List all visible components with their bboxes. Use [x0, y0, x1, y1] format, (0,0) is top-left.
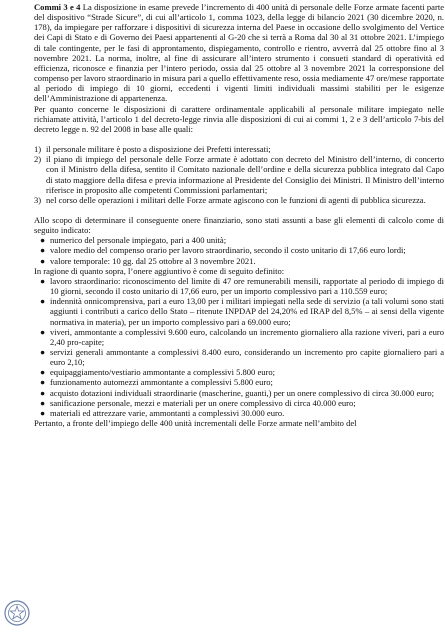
- paragraph-calculation: Allo scopo di determinare il conseguente onere finanziario, sono stati assunti a base gli elementi di calcolo come di seguito indicato:: [34, 214, 444, 236]
- list-item: ● materiali ed attrezzare varie, ammontanti a complessivi 30.000 euro.: [40, 407, 285, 418]
- list-item: ● indennità onnicomprensiva, pari a euro 13,00 per i militari impiegati nella sede di servizio (a tali volumi sono stati aggiunti i contributi a carico dello Stato – ritenute INPDAP del 24,20% ed IRAP del 8,5% – ai sensi della vigente normativa in materia), per un importo complessivo pari a 69.000 euro;: [40, 296, 444, 327]
- list-item: ● acquisto dotazioni individuali straordinarie (mascherine, guanti,) per un onere complessivo di circa 30.000 euro;: [40, 387, 435, 398]
- list-item: ● valore medio del compenso orario per lavoro straordinario, secondo il costo unitario di 17,66 euro lordi;: [40, 245, 406, 256]
- list-item: ● viveri, ammontante a complessivi 9.600 euro, calcolando un incremento giornaliero alla razione viveri, pari a euro 2,40 pro-capite;: [40, 326, 444, 347]
- paragraph-text: La disposizione in esame prevede l’incremento di 400 unità di personale delle Forze armate facenti parte del dispositivo “Strade Sicure”, di cui all’articolo 1, comma 1023, della legge di bilancio 2021 (30 dicembre 2020, n. 178), da impiegare per rafforzare i dispositivi di sicurezza interna del Paese in occasione dello svolgimento del Vertice dei Capi di Stato e di Governo dei Paesi appartenenti al G-20 che si terrà a Roma dal 30 al 31 ottobre 2021. L’impiego di tale contingente, per le fasi di approntamento, dispiegamento, controllo e rientro, avverrà dal 25 ottobre fino al 3 novembre 2021. La norma, inoltre, al fine di assicurare all’intero strumento i consueti standard di operatività ed efficienza, riconosce e finanzia per l’intero periodo, ossia dal 25 ottobre al 3 novembre 2021 la corresponsione del compenso per lavoro straordinario in misura pari a quello effettivamente reso, ossia mediamente 47 ore/mese rapportate al periodo di impiego di 10 giorni, eccedenti i vigenti limiti individuali massimi stabiliti per le esigenze dell’Amministrazione di appartenenza.: [34, 2, 444, 104]
- bullet-list-costs: [34, 276, 444, 418]
- paragraph-conclusion: Pertanto, a fronte dell’impiego delle 400 unità incrementali delle Forze armate nell’ambito del: [34, 418, 357, 429]
- numbered-item: 3) nel corso delle operazioni i militari delle Forze armate agiscono con le funzioni di agenti di pubblica sicurezza.: [34, 194, 426, 205]
- list-item: ● funzionamento automezzi ammontante a complessivi 5.800 euro;: [40, 377, 273, 388]
- list-item: ● servizi generali ammontante a complessivi 8.400 euro, considerando un incremento pro capite giornaliero pari a euro 2,10;: [40, 347, 444, 368]
- list-item: ● lavoro straordinario: riconoscimento del limite di 47 ore remunerabili mensili, rapportate al periodo di impiego di 10 giorni, secondo il costo unitario di 17,66 euro, per un importo complessivo pari a 110.559 euro;: [40, 275, 444, 297]
- list-item: ● numerico del personale impiegato, pari a 400 unità;: [40, 235, 227, 246]
- emblem-seal-icon: [4, 600, 30, 626]
- document-page: [34, 2, 444, 428]
- paragraph-intro: [34, 2, 444, 104]
- bullet-list-elements: [34, 235, 444, 265]
- numbered-list: [34, 144, 444, 205]
- paragraph-onere: In ragione di quanto sopra, l’onere aggiuntivo è come di seguito definito:: [34, 265, 285, 276]
- numbered-item: 1) il personale militare è posto a disposizione dei Prefetti interessati;: [34, 144, 271, 155]
- section-heading: Commi 3 e 4: [34, 2, 81, 12]
- list-item: ● equipaggiamento/vestiario ammontante a complessivi 5.800 euro;: [40, 367, 276, 378]
- list-item: ● valore temporale: 10 gg. dal 25 ottobre al 3 novembre 2021.: [40, 255, 256, 266]
- list-item: ● sanificazione personale, mezzi e materiali per un onere complessivo di circa 40.000 euro;: [40, 397, 356, 408]
- numbered-item: 2) il piano di impiego del personale delle Forze armate è adottato con decreto del Ministro dell’interno, di concerto con il Ministro della difesa, sentito il Comitato nazionale dell’ordine e della sicurezza pubblica integrato dal Capo di stato maggiore della difesa e previa informazione al Presidente del Consiglio dei Ministri. Il Ministro dell’interno riferisce in proposito alle competenti Commissioni parlamentari;: [34, 154, 444, 195]
- paragraph-provisions: Per quanto concerne le disposizioni di carattere ordinamentale applicabili al personale militare impiegato nelle richiamate attività, l’articolo 1 del decreto-legge rinvia alle disposizioni di cui ai commi 1, 2 e 3 dell’articolo 7-bis del decreto legge n. 92 del 2008 in base alle quali:: [34, 103, 444, 134]
